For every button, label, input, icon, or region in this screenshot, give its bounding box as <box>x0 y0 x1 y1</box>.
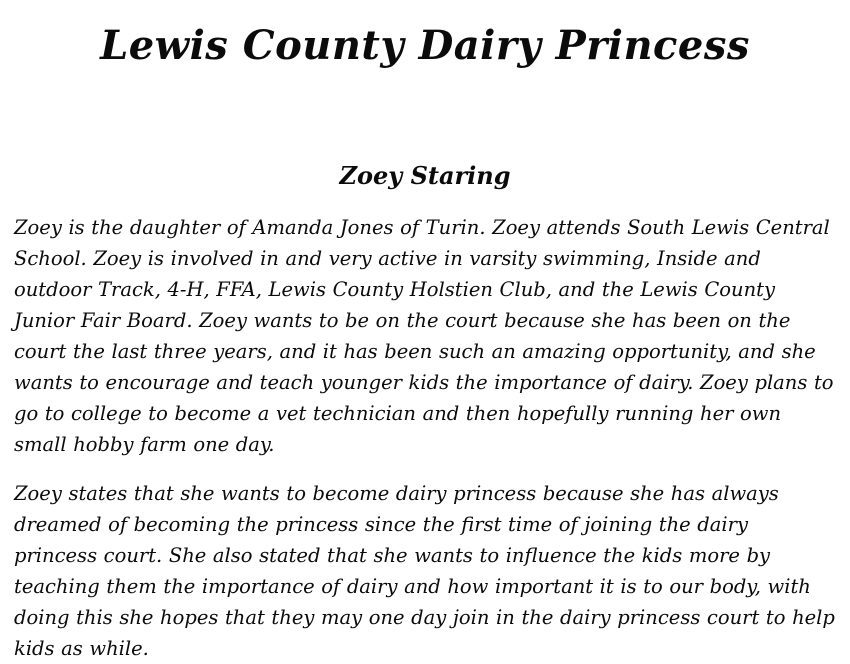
document-body <box>0 190 850 664</box>
candidate-name-heading: Zoey Staring <box>339 161 511 190</box>
body-paragraph: Zoey is the daughter of Amanda Jones of Turin. Zoey attends South Lewis Central School. Zoey is involved in and very active in varsity swimming, Inside and outdoor Track, 4-H, FFA, Lewis County Holstien Club, and the Lewis County Junior Fair Board. Zoey wants to be on the court because she has been on the court the last three years, and it has been such an amazing opportunity, and she wants to encourage and teach younger kids the importance of dairy. Zoey plans to go to college to become a vet technician and then hopefully running her own small hobby farm one day. <box>14 216 834 456</box>
body-paragraph: Zoey states that she wants to become dairy princess because she has always dreamed of becoming the princess since the first time of joining the dairy princess court. She also stated that she wants to influence the kids more by teaching them the importance of dairy and how important it is to our body, with doing this she hopes that they may one day join in the dairy princess court to help kids as while. <box>14 482 835 660</box>
page-title: Lewis County Dairy Princess <box>100 22 750 69</box>
